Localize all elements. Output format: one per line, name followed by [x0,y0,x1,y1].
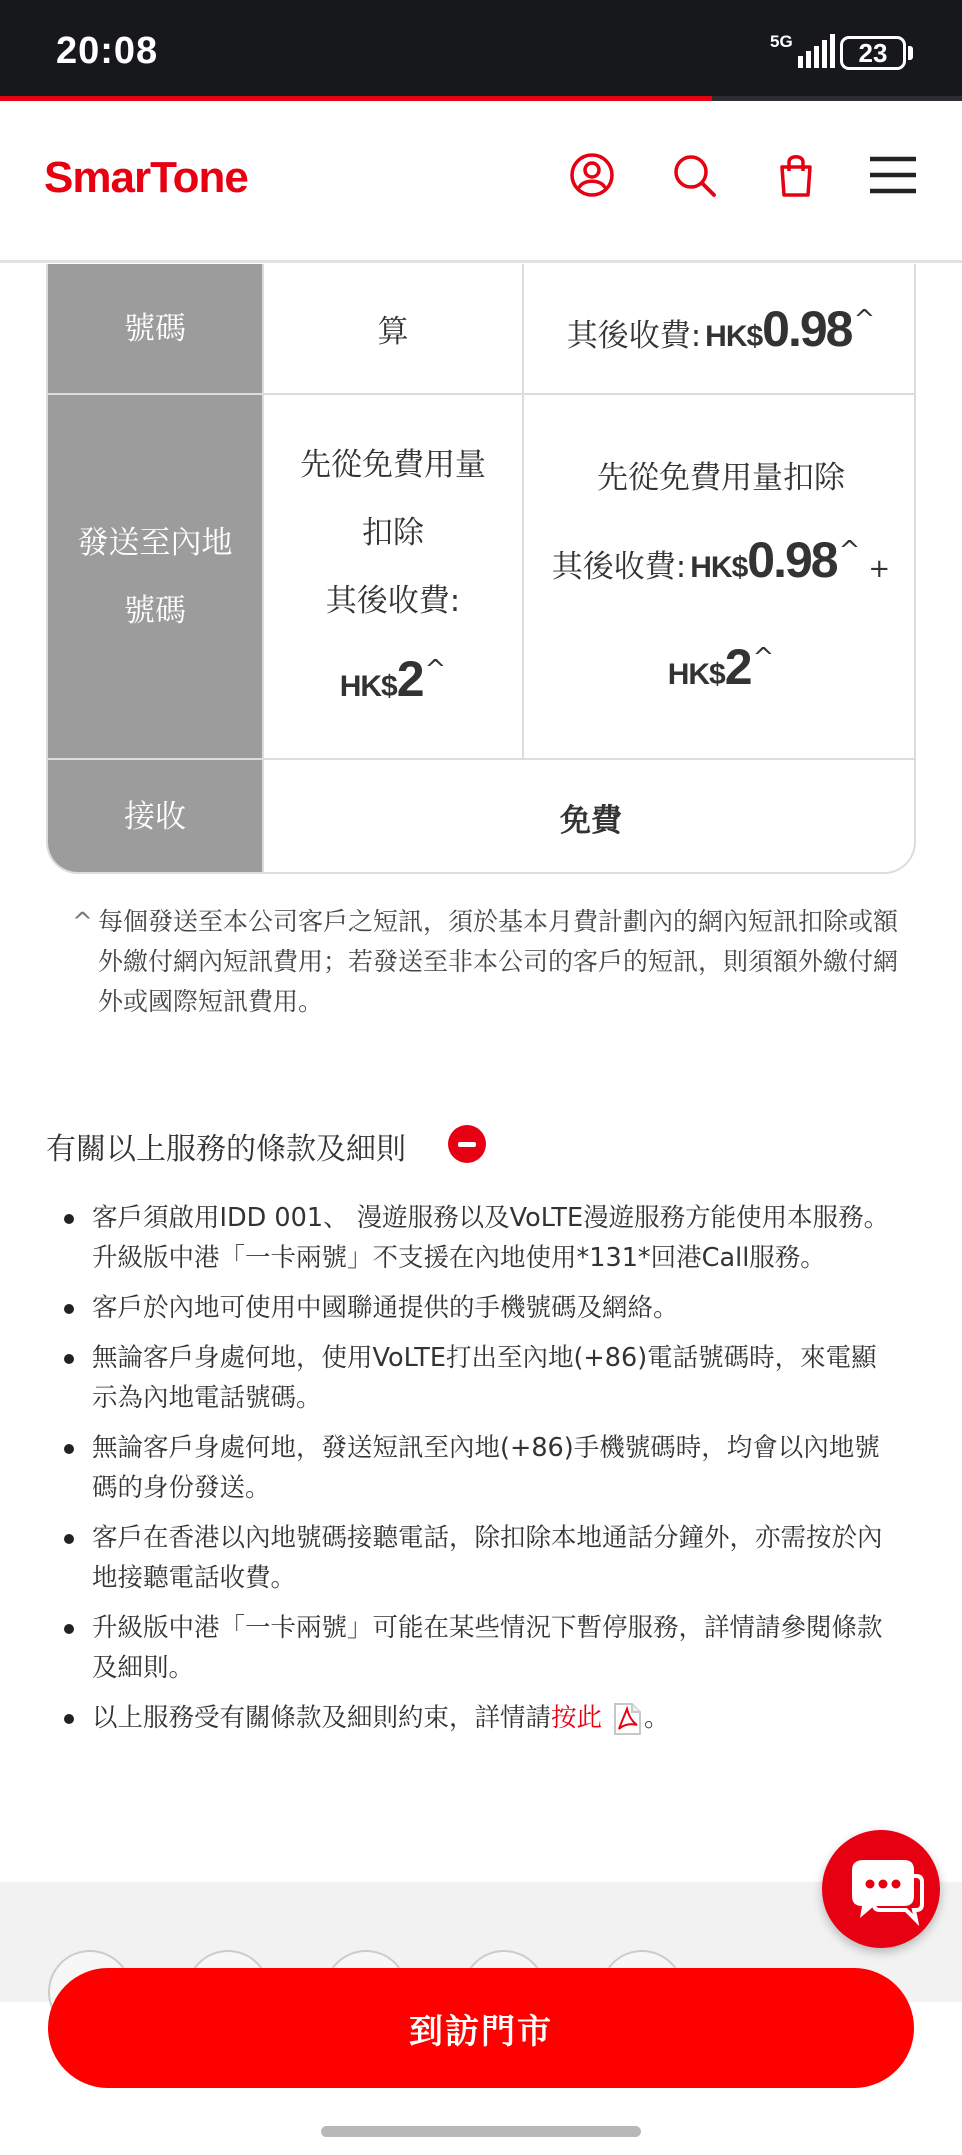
menu-icon[interactable] [868,151,918,199]
row-header: 接收 [48,760,264,874]
site-header [0,101,962,263]
terms-section-title[interactable]: 有關以上服務的條款及細則 [46,1132,406,1167]
price-footnote-mark: ^ [838,535,861,566]
home-indicator[interactable] [321,2126,641,2137]
footnote-caret: ^ [72,907,93,936]
terms-list [62,1198,892,1748]
table-cell [524,264,916,393]
price-footnote-mark: ^ [853,304,876,335]
price-amount: 2 [724,638,751,695]
chat-bubble-icon [822,1830,940,1948]
smartone-logo[interactable]: SmarTone [44,153,248,202]
cell-text: 先從免費用量扣除 [597,459,845,496]
cell-text: 其後收費: [325,583,461,619]
pdf-icon[interactable] [610,1702,644,1736]
price-plus: + [868,553,891,584]
footnote [72,902,922,1022]
list-item: 無論客戶身處何地，發送短訊至內地(+86)手機號碼時，均會以內地號碼的身份發送。 [62,1428,892,1508]
terms-pdf-link[interactable]: 按此 [551,1703,603,1733]
price-amount: 0.98 [747,531,837,588]
battery-icon [840,36,906,70]
price-text [567,300,876,358]
list-item-text: 以上服務受有關條款及細則約束，詳情請 [92,1703,552,1733]
list-item: 客戶在香港以內地號碼接聽電話，除扣除本地通話分鐘外，亦需按於內地接聽電話收費。 [62,1518,892,1598]
table-cell [524,395,916,758]
list-item: 無論客戶身處何地，使用VoLTE打出至內地(+86)電話號碼時，來電顯示為內地電話號碼。 [62,1338,892,1418]
list-item: 客戶須啟用IDD 001、 漫遊服務以及VoLTE漫遊服務方能使用本服務。升級版中港「一卡兩號」不支援在內地使用*131*回港Call服務。 [62,1198,892,1278]
collapse-minus-icon[interactable] [448,1125,486,1163]
footnote-text: 每個發送至本公司客戶之短訊，須於基本月費計劃內的網內短訊扣除或額外繳付網內短訊費用；若發送至非本公司的客戶的短訊，則須額外繳付網外或國際短訊費用。 [98,907,899,1016]
network-type-label: 5G [770,32,793,51]
live-chat-button[interactable] [822,1830,940,1948]
price-currency: HK$ [339,670,397,703]
price-amount: 0.98 [762,300,852,357]
list-item: 升級版中港「一卡兩號」可能在某些情況下暫停服務，詳情請參閱條款及細則。 [62,1608,892,1688]
price-text [340,645,447,722]
price-footnote-mark: ^ [424,655,447,685]
list-item: 客戶於內地可使用中國聯通提供的手機號碼及網絡。 [62,1288,892,1328]
shopping-bag-icon[interactable] [772,151,820,199]
price-prefix: 其後收費: [566,317,702,354]
status-time: 20:08 [56,30,159,72]
price-amount: 2 [396,651,423,707]
visit-store-button[interactable]: 到訪門市 [48,1968,914,2088]
cell-text: 先從免費用量 [300,447,486,483]
price-currency: HK$ [690,550,748,584]
row-header-line: 發送至內地 [77,524,233,561]
price-currency: HK$ [667,657,725,691]
price-text [552,526,890,603]
table-cell [264,395,524,758]
search-icon[interactable] [670,151,718,199]
battery-level: 23 [858,38,888,68]
price-text [668,633,775,710]
list-item-text: 。 [644,1703,670,1733]
sms-price-table [46,264,916,874]
table-cell [264,760,916,874]
table-row [48,395,916,760]
price-currency: HK$ [705,319,763,353]
account-icon[interactable] [568,151,616,199]
table-row [48,760,916,874]
list-item [62,1698,892,1738]
row-header: 號碼 [48,264,264,393]
row-header [48,395,264,758]
signal-icon [798,34,838,70]
cell-text: 免費 [560,802,622,839]
row-header-line: 號碼 [124,592,186,629]
price-prefix: 其後收費: [551,548,687,585]
cell-text: 算 [377,314,409,350]
table-row [48,264,916,395]
cell-text: 扣除 [362,515,424,551]
battery-tip [908,46,913,60]
table-cell [264,264,524,393]
price-footnote-mark: ^ [752,642,775,673]
status-bar [0,0,962,96]
